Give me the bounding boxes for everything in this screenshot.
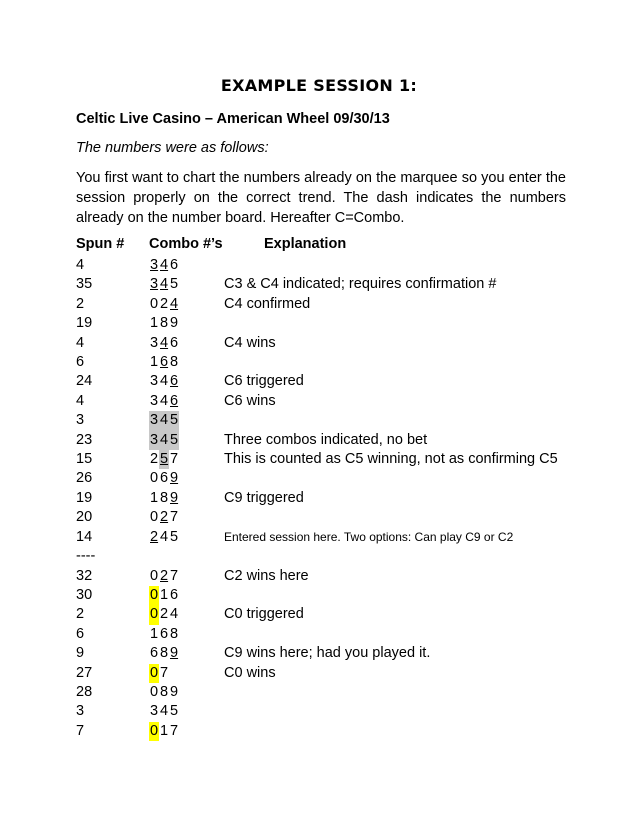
combo-digit: 1 [160,722,169,739]
combo-digit: 1 [150,489,159,506]
spun-number: 27 [76,664,93,681]
combo-digit: 7 [170,722,179,739]
combo-digit: 3 [150,392,159,409]
combo-digit: 4 [160,392,169,409]
table-row [0,392,638,411]
combo-digit: 5 [170,703,179,720]
spun-number: 35 [76,276,93,293]
combo-digit: 7 [170,567,179,584]
combo-digit: 5 [170,276,179,293]
table-row [0,702,638,721]
combo-digit: 3 [149,411,159,430]
spun-number: 2 [76,606,85,623]
table-row [0,683,638,702]
combo-digit: 2 [160,295,169,312]
combo-digit: 3 [150,334,159,351]
table-row [0,722,638,741]
table-row [0,469,638,488]
table-row [0,372,638,391]
combo-digit: 9 [170,489,179,506]
combo-digit: 3 [150,257,159,273]
combo-numbers [149,295,179,314]
combo-numbers [149,469,179,488]
explanation-text: C4 confirmed [224,295,311,312]
combo-digit: 8 [160,683,169,700]
combo-digit: 2 [150,451,159,468]
spun-number: ---- [76,548,96,565]
combo-digit: 1 [150,354,159,371]
combo-digit: 6 [170,392,179,409]
explanation-text: C6 wins [224,392,276,409]
combo-digit: 6 [150,645,159,662]
table-row [0,567,638,586]
combo-numbers [149,334,179,353]
table-row [0,450,638,469]
spun-number: 14 [76,528,93,545]
combo-numbers [149,508,179,527]
spun-number: 20 [76,509,93,526]
spun-number: 32 [76,567,93,584]
combo-numbers [149,683,179,702]
combo-digit: 2 [160,606,169,623]
combo-digit: 0 [149,722,159,741]
combo-digit: 0 [149,664,159,683]
combo-digit: 6 [160,354,169,371]
explanation-text: C9 wins here; had you played it. [224,645,431,662]
spun-number: 23 [76,431,93,448]
table-row [0,314,638,333]
combo-numbers [149,567,179,586]
combo-numbers [149,644,179,663]
combo-digit: 4 [160,528,169,545]
table-row [0,256,638,275]
header-combo: Combo #’s [149,236,223,252]
combo-digit: 8 [160,645,169,662]
combo-numbers [149,586,179,605]
combo-digit: 4 [160,257,169,273]
page-title: EXAMPLE SESSION 1: [220,76,418,95]
combo-digit: 8 [170,354,179,371]
table-row [0,411,638,430]
combo-numbers [149,353,179,372]
combo-digit: 9 [170,645,179,662]
combo-numbers [149,372,179,391]
combo-digit: 4 [160,373,169,390]
table-row [0,586,638,605]
table-row [0,528,638,547]
combo-digit: 3 [149,431,159,450]
explanation-text: C4 wins [224,334,276,351]
table-row [0,489,638,508]
combo-digit: 4 [159,431,169,450]
table-row [0,508,638,527]
combo-digit: 4 [160,276,169,293]
combo-numbers [149,605,179,624]
combo-digit: 7 [170,451,179,468]
combo-digit: 2 [160,567,169,584]
explanation-text: Entered session here. Two options: Can play C9 or C2 [224,529,514,544]
combo-digit: 6 [170,334,179,351]
combo-digit: 8 [160,489,169,506]
combo-numbers [149,411,179,430]
combo-digit: 8 [160,315,169,332]
combo-numbers [149,314,179,333]
table-header [0,236,638,256]
combo-digit: 0 [150,683,159,700]
explanation-text: C9 triggered [224,489,304,506]
combo-digit: 4 [159,411,169,430]
header-explanation: Explanation [264,236,347,252]
spun-number: 9 [76,645,85,662]
spun-number: 3 [76,412,85,429]
intro-text: The numbers were as follows: [76,140,269,156]
session-subtitle: Celtic Live Casino – American Wheel 09/30/13 [76,111,390,127]
spun-number: 7 [76,722,85,739]
combo-digit: 4 [170,606,179,623]
combo-digit: 1 [150,625,159,642]
spun-number: 4 [76,392,85,409]
table-row [0,431,638,450]
spun-number: 24 [76,373,93,390]
combo-digit: 0 [150,509,159,526]
spun-number: 28 [76,683,93,700]
combo-digit: 9 [170,470,179,487]
spun-number: 26 [76,470,93,487]
table-row [0,334,638,353]
explanation-text: This is counted as C5 winning, not as confirming C5 [224,451,558,468]
combo-numbers [149,392,179,411]
combo-numbers [149,722,179,741]
explanation-text: C0 triggered [224,606,304,623]
combo-digit: 5 [169,431,179,450]
explanation-text: C3 & C4 indicated; requires confirmation # [224,276,497,293]
combo-numbers [149,275,179,294]
explanation-text: C0 wins [224,664,276,681]
table-row [0,295,638,314]
explanation-text: C2 wins here [224,567,309,584]
combo-numbers [149,256,179,275]
combo-numbers [149,489,179,508]
combo-digit: 2 [160,509,169,526]
combo-digit: 7 [170,509,179,526]
combo-numbers [149,528,179,547]
combo-digit: 0 [150,470,159,487]
combo-digit: 0 [150,295,159,312]
combo-digit: 6 [170,373,179,390]
combo-digit: 3 [150,276,159,293]
spun-number: 15 [76,451,93,468]
combo-digit: 4 [160,334,169,351]
combo-digit: 3 [150,373,159,390]
combo-digit: 5 [170,528,179,545]
combo-numbers [149,450,179,469]
combo-digit: 9 [170,315,179,332]
combo-digit: 4 [160,703,169,720]
table-row [0,625,638,644]
spun-number: 2 [76,295,85,312]
spun-number: 6 [76,354,85,371]
spun-number: 4 [76,334,85,351]
combo-digit: 5 [159,450,169,469]
spun-number: 3 [76,703,85,720]
combo-digit: 4 [170,295,179,312]
table-row [0,664,638,683]
combo-digit: 5 [169,411,179,430]
spun-number: 4 [76,257,85,273]
combo-digit: 6 [160,625,169,642]
spun-number: 19 [76,315,93,332]
combo-digit: 1 [160,586,169,603]
combo-digit: 0 [150,567,159,584]
combo-numbers [149,625,179,644]
table-row [0,605,638,624]
table-row [0,547,638,566]
combo-numbers [149,664,169,683]
table-row [0,275,638,294]
table-row [0,644,638,663]
combo-digit: 0 [149,605,159,624]
explanation-text: Three combos indicated, no bet [224,431,428,448]
combo-numbers [149,431,179,450]
combo-digit: 2 [150,528,159,545]
spun-number: 19 [76,489,93,506]
combo-digit: 6 [170,586,179,603]
spun-number: 6 [76,625,85,642]
header-spun: Spun # [76,236,125,252]
combo-numbers [149,702,179,721]
combo-digit: 1 [150,315,159,332]
combo-digit: 9 [170,683,179,700]
combo-digit: 8 [170,625,179,642]
combo-digit: 0 [149,586,159,605]
table-row [0,353,638,372]
combo-digit: 3 [150,703,159,720]
spun-number: 30 [76,586,93,603]
combo-digit: 6 [170,257,179,273]
combo-digit: 6 [160,470,169,487]
instructions-paragraph: You first want to chart the numbers already on the marquee so you enter the session properly on the correct trend. The dash indicates the numbers already on the number board. Hereafter C=Combo. [76,170,566,226]
combo-digit: 7 [160,664,169,681]
explanation-text: C6 triggered [224,373,304,390]
session-table [0,256,638,741]
